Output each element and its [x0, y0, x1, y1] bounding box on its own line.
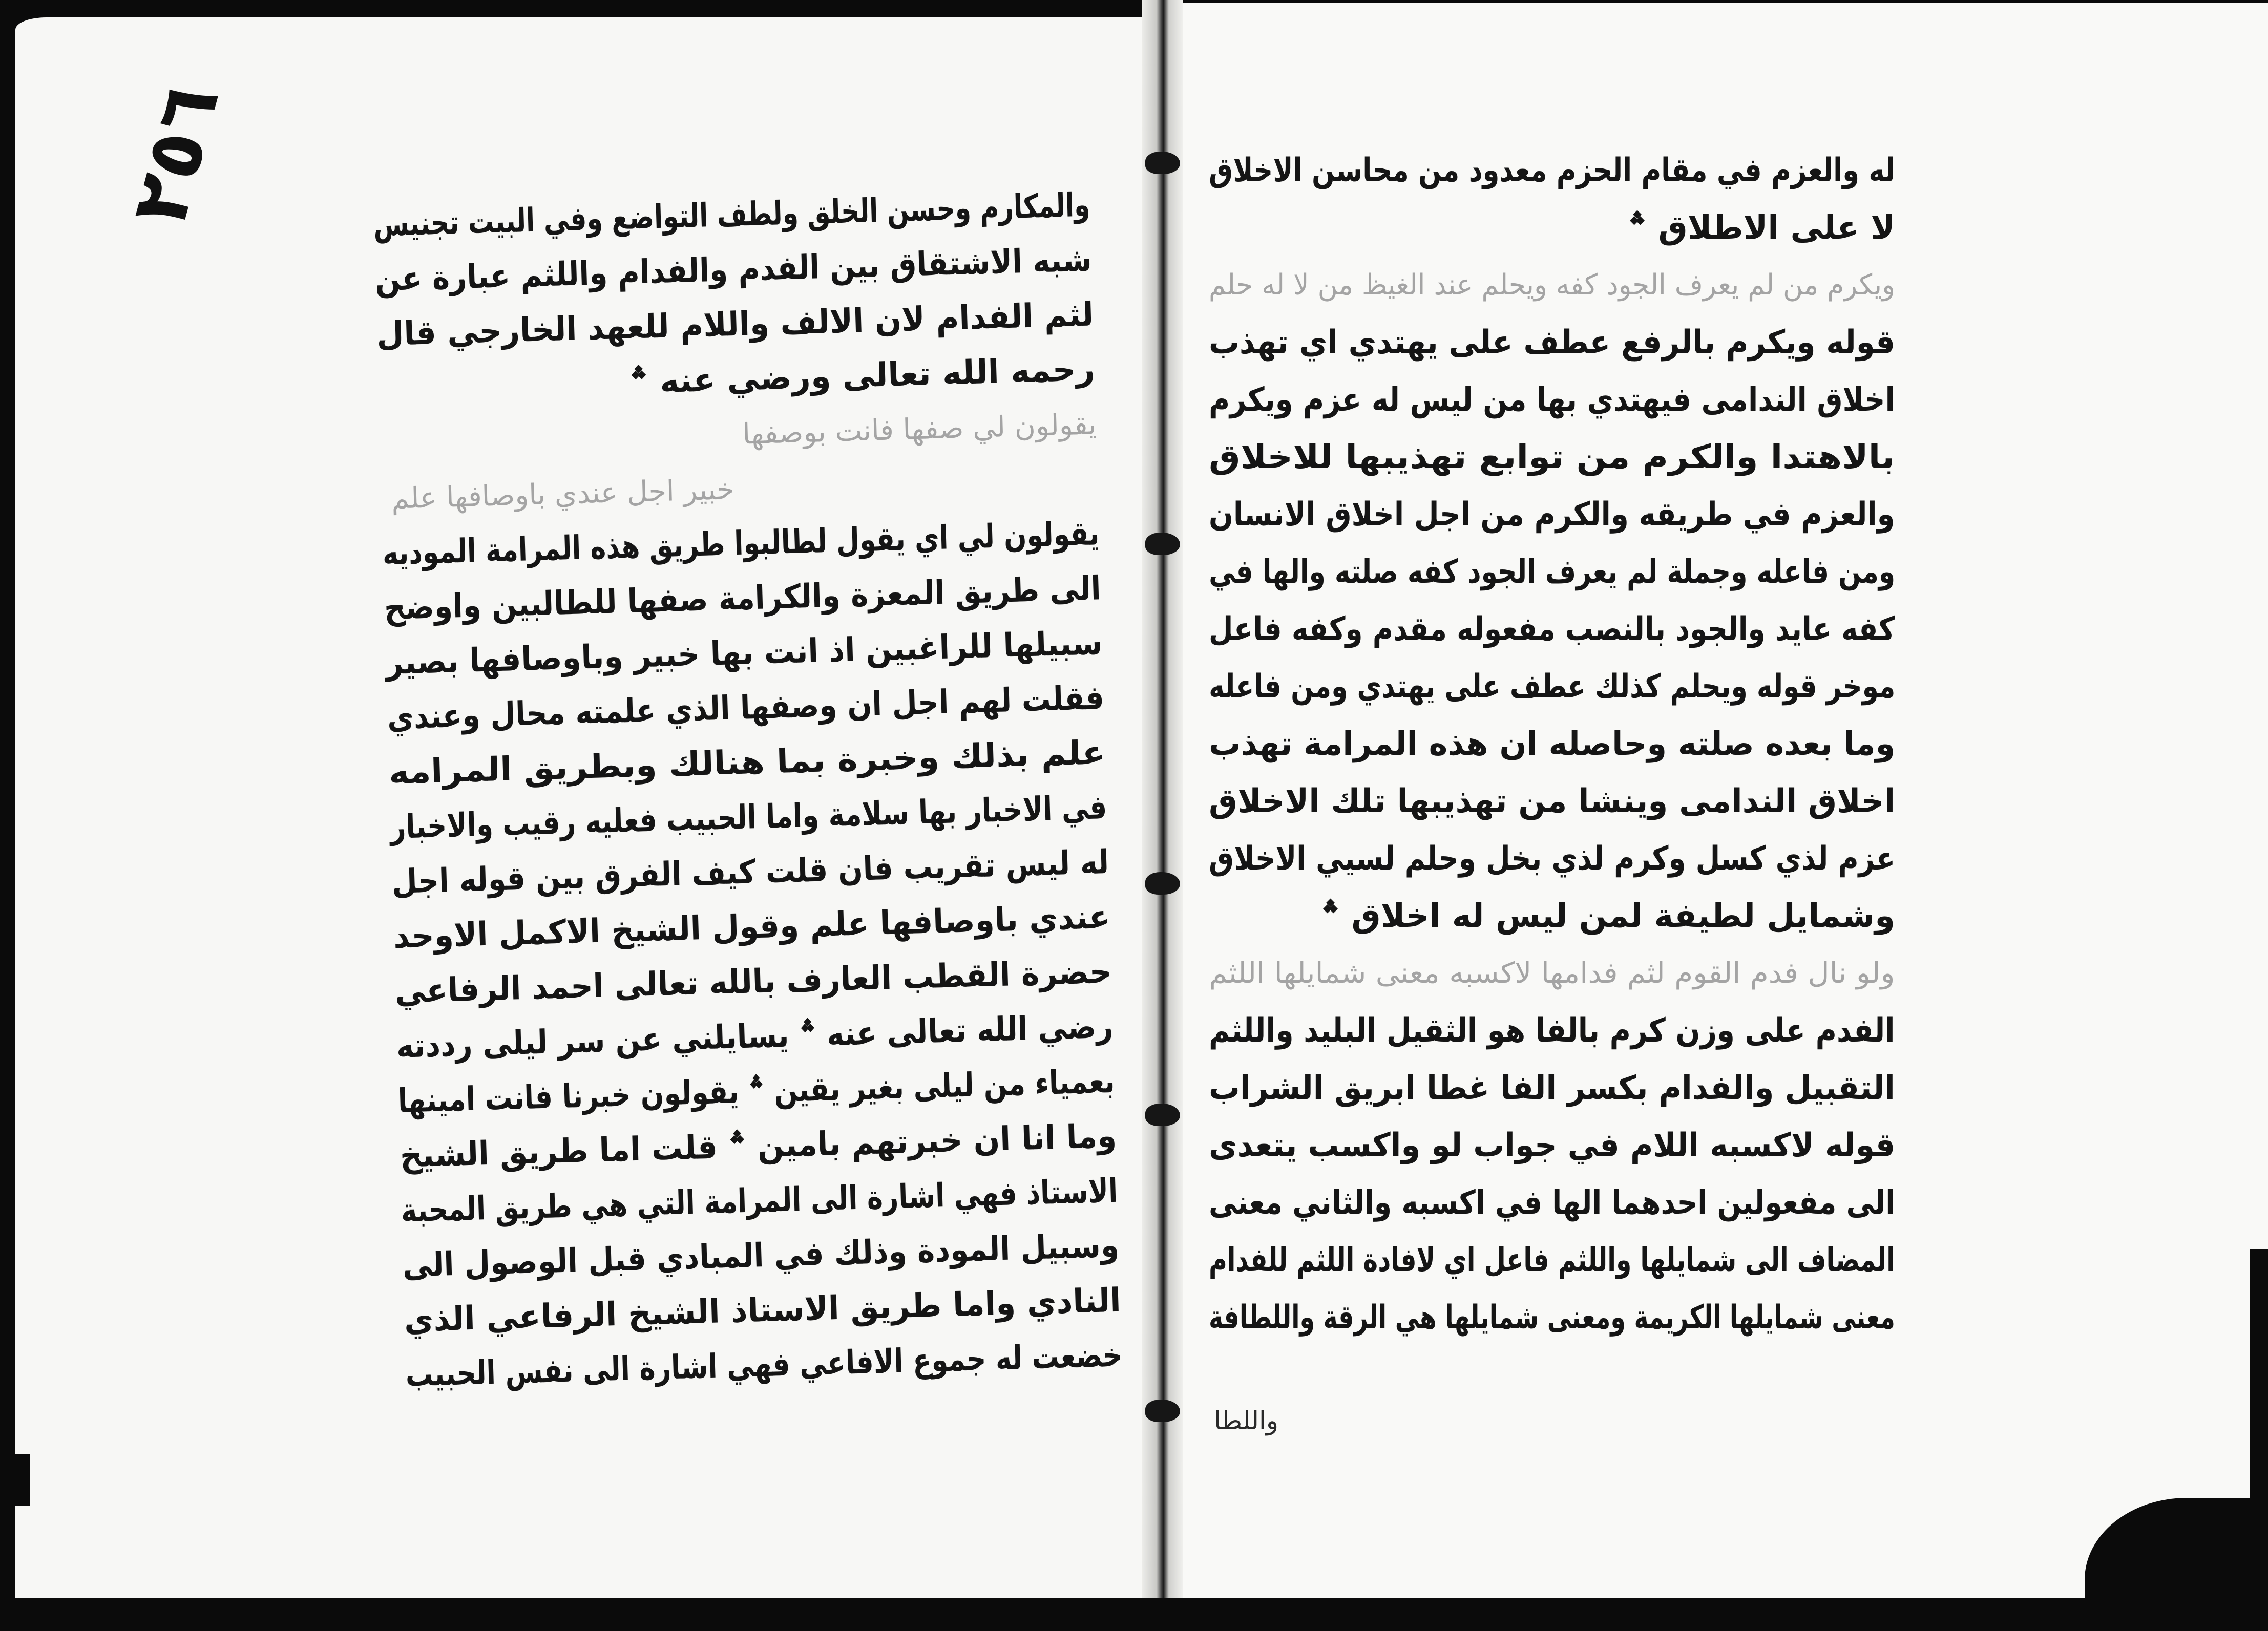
right-page-text [1209, 142, 1895, 1346]
text-line [1209, 715, 1895, 773]
text-line [1209, 199, 1895, 257]
verse-text: ولو نال فدم القوم لثم فدامها لاكسبه معنى شمايلها اللثم [1209, 957, 1895, 990]
line-text: ومن فاعله وجملة لم يعرف الجود كفه صلته والها في [1208, 553, 1895, 591]
scan-border [0, 1454, 30, 1506]
folio-number: ٢٥٦ [114, 75, 237, 235]
text-line [1209, 543, 1895, 601]
line-text: والعزم في طريقه والكرم من اجل اخلاق الانسان [1209, 496, 1895, 534]
line-text: لا على الاطلاق ؞ [1627, 209, 1895, 247]
text-line [1209, 887, 1895, 945]
text-line [1209, 371, 1895, 429]
text-line [1209, 830, 1895, 887]
text-line [1209, 486, 1895, 543]
text-line [1209, 142, 1895, 199]
line-text: خضعت له جموع الافاعي فهي اشارة الى نفس الحبيب [405, 1336, 1123, 1394]
line-text: قوله لاكسبه اللام في جواب لو واكسب يتعدى [1208, 1127, 1895, 1164]
text-line [1209, 1232, 1895, 1289]
line-text: علم بذلك وخبرة بما هنالك وبطريق المرامه [388, 734, 1106, 792]
verse-line [1209, 945, 1895, 1002]
line-text: الى مفعولين احدهما الها في اكسبه والثاني معنى [1208, 1184, 1895, 1222]
line-text: فقلت لهم اجل ان وصفها الذي علمته محال وعندي [386, 679, 1105, 737]
line-text: الاستاذ فهي اشارة الى المرامة التي هي طريق المحبة [401, 1172, 1119, 1230]
line-text: وما انا ان خبرتهم بامين ؞ قلت اما طريق الشيخ [399, 1117, 1117, 1175]
line-text: والمكارم وحسن الخلق ولطف التواضع وفي البيت تجنيس [373, 186, 1091, 244]
line-text: له ليس تقريب فان قلت كيف الفرق بين قوله اجل [391, 843, 1109, 902]
text-line [1209, 1174, 1895, 1232]
line-text: سبيلها للراغبين اذ انت بها خبير وباوصافها بصير [385, 624, 1103, 683]
scan-border [2250, 1249, 2268, 1598]
line-text: معنى شمايلها الكريمة ومعنى شمايلها هي الرقة واللطافة [1208, 1299, 1895, 1337]
line-text: كفه عايد والجود بالنصب مفعوله مقدم وكفه فاعل [1209, 610, 1895, 648]
line-text: رضي الله تعالى عنه ؞ يسايلني عن سر ليلى رددته [396, 1007, 1114, 1066]
line-text: حضرة القطب العارف بالله تعالى احمد الرفاعي [394, 952, 1112, 1011]
line-text: الفدم على وزن كرم بالفا هو الثقيل البليد واللثم [1209, 1012, 1895, 1050]
line-text: في الاخبار بها سلامة واما الحبيب فعليه رقيب والاخبار [390, 788, 1108, 847]
line-text: شبه الاشتقاق بين الفدم والفدام واللثم عبارة عن [374, 241, 1093, 299]
verse-hemistich: يقولون لي صفها فانت بوصفها [742, 408, 1097, 451]
line-text: لثم الفدام لان الالف واللام للعهد الخارجي قال [375, 295, 1094, 354]
line-text: الى طريق المعزة والكرامة صفها للطالبين واوضح [383, 569, 1102, 628]
line-text: وشمايل لطيفة لمن ليس له اخلاق ؞ [1320, 897, 1895, 935]
binding-thread [1145, 1400, 1180, 1422]
line-text: النادي واما طريق الاستاذ الشيخ الرفاعي الذي [403, 1281, 1122, 1340]
line-text: رحمه الله تعالى ورضي عنه ؞ [628, 350, 1096, 401]
text-line [1209, 314, 1895, 371]
text-line [1209, 1117, 1895, 1174]
line-text: التقبيل والفدام بكسر الفا غطا ابريق الشراب [1209, 1069, 1895, 1107]
line-text: عندي باوصافها علم وقول الشيخ الاكمل الاوحد [392, 898, 1111, 956]
text-line [1209, 658, 1895, 715]
line-text: له والعزم في مقام الحزم معدود من محاسن الاخلاق [1208, 152, 1895, 189]
line-text: موخر قوله ويحلم كذلك عطف على يهتدي ومن فاعله [1208, 668, 1895, 706]
line-text: عزم لذي كسل وكرم لذي بخل وحلم لسيي الاخلاق [1208, 840, 1895, 878]
line-text: اخلاق الندامى فيهتدي بها من ليس له عزم ويكرم [1209, 381, 1895, 419]
line-text: قوله ويكرم بالرفع عطف على يهتدي اي تهذب [1208, 324, 1895, 362]
verse-text: ويكرم من لم يعرف الجود كفه ويحلم عند الغيظ من لا له حلم [1209, 268, 1895, 302]
text-line [1209, 1060, 1895, 1117]
text-line [1209, 429, 1895, 486]
left-page-text [373, 178, 1123, 1403]
line-text: بعمياء من ليلى بغير يقين ؞ يقولون خبرنا فانت امينها [397, 1062, 1116, 1120]
text-line [1209, 1002, 1895, 1060]
text-line [1209, 773, 1895, 830]
verse-hemistich: خبير اجل عندي باوصافها علم [391, 473, 735, 516]
text-line [1209, 1289, 1895, 1346]
line-text: وما بعده صلته وحاصله ان هذه المرامة تهذب [1208, 725, 1895, 763]
line-text: المضاف الى شمايلها واللثم فاعل اي لافادة اللثم للفدام [1209, 1241, 1895, 1279]
line-text: اخلاق الندامى وينشا من تهذيبها تلك الاخلاق [1208, 782, 1895, 820]
line-text: بالاهتدا والكرم من توابع تهذيبها للاخلاق [1209, 438, 1895, 476]
line-text: وسبيل المودة وذلك في المبادي قبل الوصول الى [402, 1226, 1120, 1285]
text-line [1209, 601, 1895, 658]
verse-line [1209, 257, 1895, 314]
line-text: يقولون لي اي يقول لطالبوا طريق هذه المرامة الموديه [382, 515, 1100, 573]
catchword: واللطا [1214, 1406, 1279, 1435]
book-gutter [1142, 0, 1183, 1598]
